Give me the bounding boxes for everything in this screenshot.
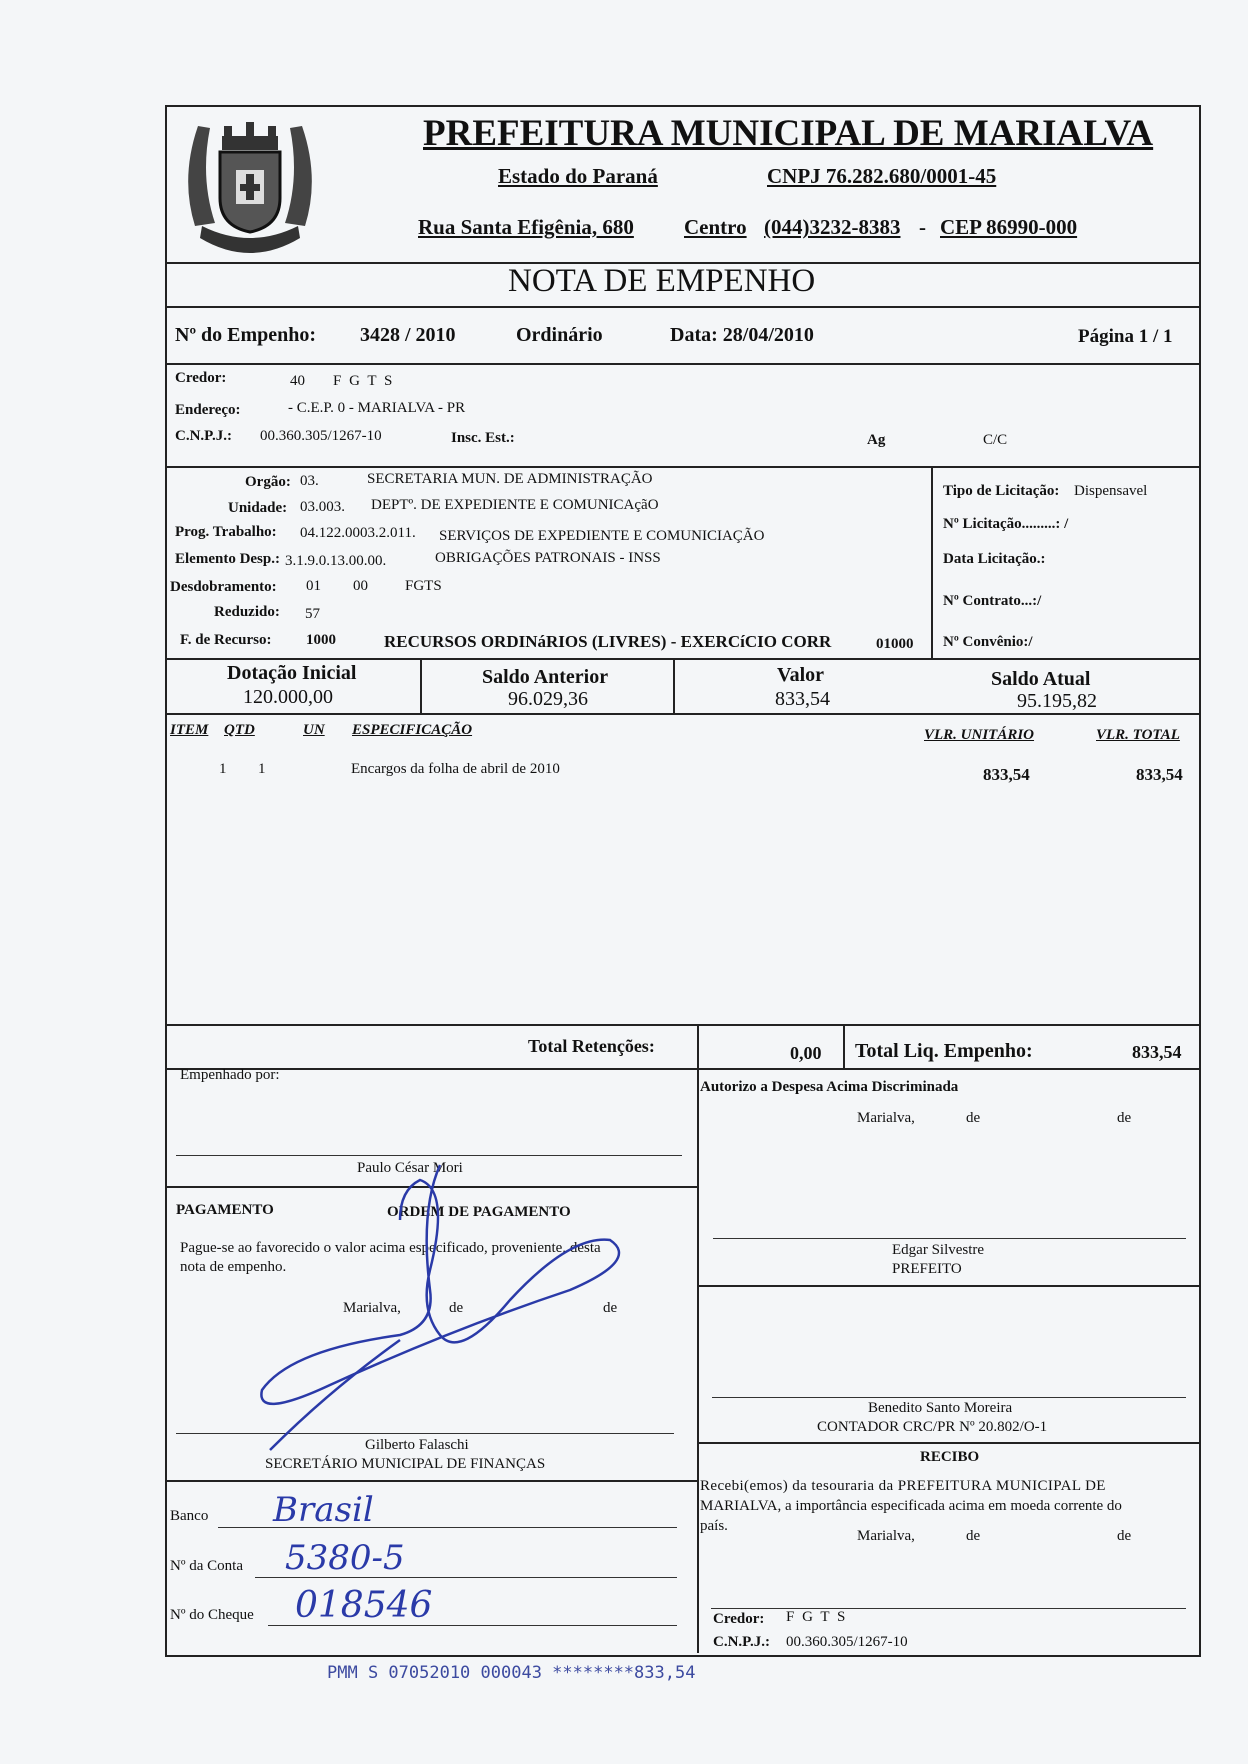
credor-cnpj-label: C.N.P.J.: bbox=[175, 428, 232, 444]
recibo-text-line3: país. bbox=[700, 1518, 728, 1534]
autorizo-label: Autorizo a Despesa Acima Discriminada bbox=[700, 1079, 959, 1095]
cheque-handwritten: 018546 bbox=[295, 1585, 433, 1626]
insc-est-label: Insc. Est.: bbox=[451, 430, 515, 446]
desdobramento-sub: 00 bbox=[353, 578, 368, 594]
col-un-header: UN bbox=[303, 722, 325, 738]
elemento-code: 3.1.9.0.13.00.00. bbox=[285, 553, 387, 569]
saldo-atual-label: Saldo Atual bbox=[991, 668, 1091, 690]
item-desc: Encargos da folha de abril de 2010 bbox=[351, 761, 560, 777]
total-liq-label: Total Liq. Empenho: bbox=[855, 1040, 1033, 1062]
elemento-label: Elemento Desp.: bbox=[175, 551, 280, 567]
desdobramento-code: 01 bbox=[306, 578, 321, 594]
desdobramento-desc: FGTS bbox=[405, 578, 442, 594]
recibo-credor-label: Credor: bbox=[713, 1611, 765, 1627]
col-total-header: VLR. TOTAL bbox=[1096, 727, 1180, 743]
empenho-date: Data: 28/04/2010 bbox=[670, 324, 814, 346]
prog-code: 04.122.0003.2.011. bbox=[300, 525, 416, 541]
saldo-anterior-label: Saldo Anterior bbox=[482, 666, 609, 688]
col-espec-header: ESPECIFICAÇÃO bbox=[352, 722, 473, 738]
conta-label: Nº da Conta bbox=[170, 1558, 243, 1574]
credor-name: F G T S bbox=[333, 373, 395, 389]
header-district: Centro bbox=[684, 215, 747, 239]
recibo-cnpj-label: C.N.P.J.: bbox=[713, 1634, 770, 1650]
credor-label: Credor: bbox=[175, 370, 227, 386]
item-number: 1 bbox=[219, 761, 227, 777]
ordem-pagamento-title: ORDEM DE PAGAMENTO bbox=[387, 1204, 571, 1220]
unidade-desc: DEPTº. DE EXPEDIENTE E COMUNICAçãO bbox=[371, 497, 659, 513]
tipo-licitacao: Dispensavel bbox=[1074, 483, 1148, 499]
header-cep: CEP 86990-000 bbox=[940, 215, 1078, 239]
prefeito-role: PREFEITO bbox=[892, 1261, 962, 1277]
secretario-role: SECRETÁRIO MUNICIPAL DE FINANÇAS bbox=[265, 1456, 546, 1472]
recurso-desc: RECURSOS ORDINáRIOS (LIVRES) - EXERCíCIO CORR bbox=[384, 632, 832, 651]
recurso-code: 1000 bbox=[306, 632, 336, 648]
col-qtd-header: QTD bbox=[224, 722, 255, 738]
licitacao-date: Data Licitação.: bbox=[943, 551, 1046, 567]
item-unit-value: 833,54 bbox=[983, 765, 1030, 784]
empenho-type: Ordinário bbox=[516, 324, 603, 346]
pagamento-text-line2: nota de empenho. bbox=[180, 1259, 287, 1275]
pagamento-city: Marialva, bbox=[343, 1300, 401, 1316]
total-liq-value: 833,54 bbox=[1132, 1042, 1182, 1062]
elemento-desc: OBRIGAÇÕES PATRONAIS - INSS bbox=[435, 550, 661, 566]
retencoes-value: 0,00 bbox=[790, 1043, 822, 1063]
contador-role: CONTADOR CRC/PR Nº 20.802/O-1 bbox=[817, 1419, 1048, 1435]
ag-label: Ag bbox=[867, 432, 886, 448]
pagamento-de2: de bbox=[603, 1300, 618, 1316]
cheque-label: Nº do Cheque bbox=[170, 1607, 254, 1623]
recibo-de2: de bbox=[1117, 1528, 1132, 1544]
recurso-number: 01000 bbox=[876, 636, 914, 652]
credor-address: - C.E.P. 0 - MARIALVA - PR bbox=[288, 400, 466, 416]
unidade-code: 03.003. bbox=[300, 499, 345, 515]
pagamento-text-line1: Pague-se ao favorecido o valor acima especificado, proveniente, desta bbox=[180, 1240, 601, 1256]
empenhado-label: Empenhado por: bbox=[180, 1067, 280, 1083]
orgao-code: 03. bbox=[300, 473, 319, 489]
autorizo-de1: de bbox=[966, 1110, 981, 1126]
col-unit-header: VLR. UNITÁRIO bbox=[924, 727, 1035, 743]
empenho-number: 3428 / 2010 bbox=[360, 324, 456, 346]
convenio-number: Nº Convênio:/ bbox=[943, 634, 1033, 650]
banco-handwritten: Brasil bbox=[273, 1490, 374, 1530]
pagamento-de1: de bbox=[449, 1300, 464, 1316]
autorizo-de2: de bbox=[1117, 1110, 1132, 1126]
page-number: Página 1 / 1 bbox=[1078, 326, 1173, 347]
col-item-header: ITEM bbox=[170, 722, 209, 738]
licitacao-number: Nº Licitação.........: / bbox=[943, 516, 1069, 532]
prefeito-name: Edgar Silvestre bbox=[892, 1242, 985, 1258]
handwritten-signature bbox=[250, 1150, 670, 1460]
retencoes-label: Total Retenções: bbox=[528, 1036, 655, 1056]
dotacao-label: Dotação Inicial bbox=[227, 662, 357, 684]
credor-code: 40 bbox=[290, 373, 305, 389]
contrato-number: Nº Contrato...:/ bbox=[943, 593, 1042, 609]
municipality-title: PREFEITURA MUNICIPAL DE MARIALVA bbox=[423, 113, 1154, 154]
recibo-text-line1: Recebi(emos) da tesouraria da PREFEITURA MUNICIPAL DE bbox=[700, 1478, 1106, 1494]
recibo-de1: de bbox=[966, 1528, 981, 1544]
conta-handwritten: 5380-5 bbox=[285, 1538, 405, 1578]
header-phone: (044)3232-8383 bbox=[764, 215, 901, 239]
autorizo-city: Marialva, bbox=[857, 1110, 915, 1126]
state-name: Estado do Paraná bbox=[498, 164, 658, 188]
unidade-label: Unidade: bbox=[228, 500, 288, 516]
valor-label: Valor bbox=[777, 664, 825, 686]
reduzido-code: 57 bbox=[305, 606, 320, 622]
dotacao-value: 120.000,00 bbox=[243, 686, 333, 708]
saldo-anterior-value: 96.029,36 bbox=[508, 688, 588, 710]
recibo-label: RECIBO bbox=[920, 1449, 980, 1465]
recurso-label: F. de Recurso: bbox=[180, 632, 272, 648]
recibo-cnpj: 00.360.305/1267-10 bbox=[786, 1634, 908, 1650]
recibo-text-line2: MARIALVA, a importância especificada acima em moeda corrente do bbox=[700, 1498, 1122, 1514]
payment-stamp: PMM S 07052010 000043 ********833,54 bbox=[327, 1663, 696, 1683]
credor-cnpj: 00.360.305/1267-10 bbox=[260, 428, 382, 444]
saldo-atual-value: 95.195,82 bbox=[1017, 690, 1097, 712]
prog-desc: SERVIÇOS DE EXPEDIENTE E COMUNICIAÇÃO bbox=[439, 528, 765, 544]
tipo-licitacao-label: Tipo de Licitação: bbox=[943, 483, 1060, 499]
address-label: Endereço: bbox=[175, 402, 241, 418]
banco-label: Banco bbox=[170, 1508, 209, 1524]
item-qtd: 1 bbox=[258, 761, 266, 777]
orgao-desc: SECRETARIA MUN. DE ADMINISTRAÇÃO bbox=[367, 471, 653, 487]
header-dash: - bbox=[919, 215, 926, 239]
valor-value: 833,54 bbox=[775, 688, 830, 710]
item-total-value: 833,54 bbox=[1136, 765, 1183, 784]
header-street: Rua Santa Efigênia, 680 bbox=[418, 215, 634, 239]
secretario-name: Gilberto Falaschi bbox=[365, 1437, 469, 1453]
document-title: NOTA DE EMPENHO bbox=[508, 263, 816, 299]
prog-label: Prog. Trabalho: bbox=[175, 524, 277, 540]
contador-name: Benedito Santo Moreira bbox=[868, 1400, 1013, 1416]
empenho-label: Nº do Empenho: bbox=[175, 324, 317, 346]
recibo-credor: F G T S bbox=[786, 1609, 848, 1625]
orgao-label: Orgão: bbox=[245, 474, 291, 490]
cc-label: C/C bbox=[983, 432, 1008, 448]
pagamento-label: PAGAMENTO bbox=[176, 1202, 274, 1218]
empenhado-name: Paulo César Mori bbox=[357, 1160, 463, 1176]
desdobramento-label: Desdobramento: bbox=[170, 579, 277, 595]
recibo-city: Marialva, bbox=[857, 1528, 915, 1544]
header-cnpj: CNPJ 76.282.680/0001-45 bbox=[767, 164, 997, 188]
reduzido-label: Reduzido: bbox=[214, 604, 280, 620]
